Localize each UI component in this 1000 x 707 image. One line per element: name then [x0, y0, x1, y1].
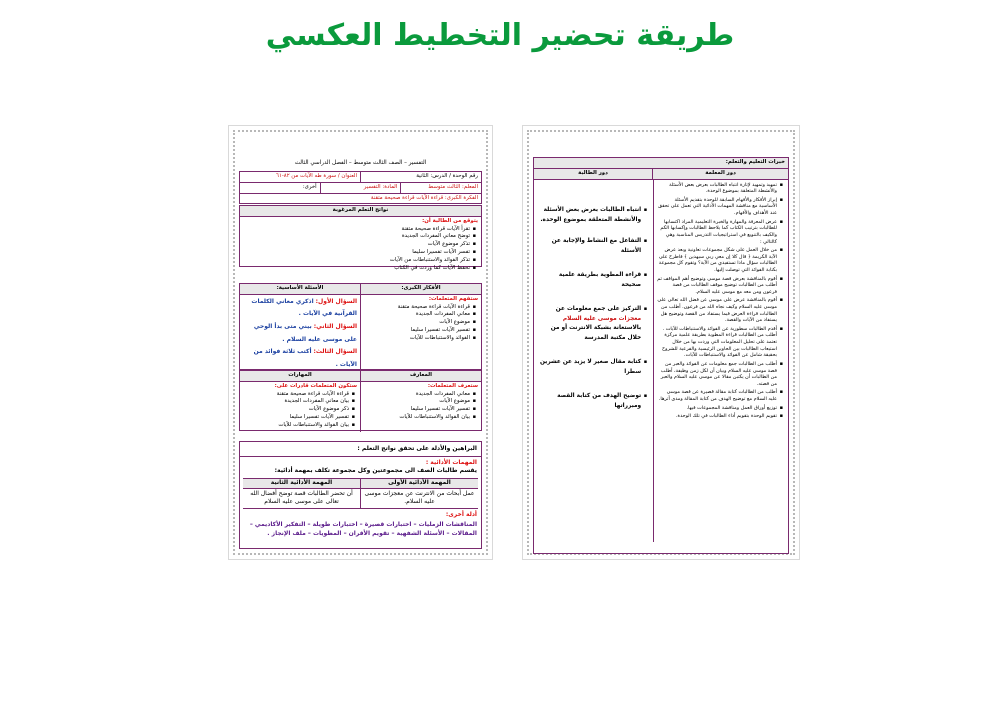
- list-item: ▪ انتباه الطالبات بعرض بعض الأسئلة والأنشطة المتعلقة بموضوع الوحدة.: [538, 206, 641, 226]
- list-item: ▪ تذكر موضوع الآيات: [243, 241, 470, 249]
- expected-list: [243, 226, 478, 273]
- topic-cell: العنوان / سورة طه الآيات من ٨٢-٦١: [276, 173, 357, 179]
- other-cell: أخرى:: [302, 183, 317, 190]
- ideas-questions-table: [239, 283, 482, 370]
- tasks-intro: يقسم طالبات الصف الى مجموعتين وكل مجموعة تكلف بمهمة أدائية:: [274, 467, 477, 475]
- list-item: ▪ تفسير الآيات تفسيرا سليما: [364, 327, 470, 335]
- highlight-text: معجزات موسى عليه السلام: [562, 315, 642, 322]
- question-3: السؤال الثالث: أكتب ثلاثة فوائد من الآيات .: [253, 348, 357, 368]
- document-page-right: [523, 126, 799, 559]
- list-item: ▪ من خلال العمل على شكل مجموعات تعاونية وبعد عرض الآية الكريمة ﴿ قال كلا إن معي ربي سيهدين ﴾ فاطرح على الطالبات سؤال ماذا تستفيدي من الآية؟ وتقوم كل مجموعة بكتابة الفوائد التي توصلت إليها.: [657, 247, 777, 273]
- essential-questions-title: الأسئلة الأساسية:: [240, 284, 360, 295]
- list-item: ▪ قراءة الآيات قراءة صحيحة متقنة: [364, 304, 470, 312]
- experiences-table: [533, 157, 789, 554]
- tasks-label: المهمات الأدائية :: [425, 458, 477, 466]
- essential-questions-column: [240, 284, 360, 371]
- task2-title: المهمة الأدائية الثانية: [243, 479, 360, 489]
- outcomes-title: نواتج التعلم المرغوبة: [240, 206, 481, 216]
- teacher-role-header: دور المعلمة: [652, 169, 788, 179]
- list-item: ▪ عرض المعرفة والمهارة والخبرة التعليمية المراد اكتسابها للطالبات بترتيب الكتاب كما يلاحظ الطالبات وإكسابها الكم والكيف بالتنويع في استراتيجيات التدريس المناسبة وهي كالتالي :: [657, 219, 777, 245]
- big-ideas-title: الأفكار الكبرى:: [361, 284, 481, 295]
- info-table: [239, 171, 482, 204]
- task2-text: أن تحضر الطالبات قصة توضح أفضال الله تعالى على موسى عليه السلام: [250, 489, 353, 506]
- question-1: السؤال الأول: اذكري معاني الكلمات القرآنية في الآيات .: [251, 297, 357, 318]
- list-item: ▪ بيان الفوائد والاستنباطات للآيات: [243, 422, 349, 430]
- other-evidence-text: المناقشات الزمليات – اختبارات قصيرة – اختبارات طويلة – التفكير الأكاديمي – المقالات – الأسئلة الشفهية – تقويم الأقران – المطويات – ملف الإنجاز .: [249, 520, 477, 538]
- list-item: ▪ تقويم الوحدة بتقويم أداء الطالبات في تلك الوحدة.: [657, 413, 777, 420]
- header-line: التفسير – الصف الثالث متوسط – الفصل الدراسي الثالث: [294, 160, 427, 166]
- list-item: ▪ تفسر الآيات تفسيرا سليما: [243, 249, 470, 257]
- list-item: ▪ قراءة المطوية بطريقة علمية صحيحة: [538, 271, 641, 291]
- student-role-column: [534, 180, 653, 542]
- list-item: ▪ بيان معاني المفردات الجديدة: [243, 398, 349, 406]
- task1-title: المهمة الأدائية الأولى: [361, 479, 478, 489]
- students-able: ستكون المتعلمات قادرات على:: [274, 382, 357, 389]
- list-item: ▪ أطلب من الطالبات كتابة مقالة قصيرة عن قصة موسى عليه السلام مع توضيح الهدف من كتابة المقالة ومدى أثرها.: [657, 389, 777, 402]
- list-item: ▪ توضيح الهدف من كتابة القصة ومبرراتها: [538, 392, 641, 412]
- list-item: ▪ قراءة الآيات قراءة صحيحة متقنة: [243, 391, 349, 399]
- evidence-section: [239, 441, 482, 549]
- list-item: ▪ أطلب من الطالبات جمع معلومات عن الفوائد والعبر من قصة موسى عليه السلام وبيان أن لكل زمن وظيفة، أطلب من الطالبات أن يكتبن مقالا عن موسى عليه السلام والعبر من قصته.: [657, 361, 777, 387]
- list-item: ▪ تحفظ الآيات كما وردت في الكتاب: [243, 265, 470, 273]
- list-item: ▪ بيان الفوائد والاستنباطات للآيات: [364, 414, 470, 422]
- list-item: ▪ إبراز الأفكار والأفهام السابقة للوحدة بتقديم الأسئلة الأساسية مع مناقشة المهمات الأدائية التي تعمل على تحقق عند الأهداف والأفهام.: [657, 197, 777, 217]
- knowledge-title: المعارف: [361, 371, 481, 382]
- list-item: ▪ الفوائد والاستنباطات للآيات: [364, 335, 470, 343]
- list-item: ▪ معاني المفردات الجديدة: [364, 391, 470, 399]
- list-item: ▪ موضوع الآيات: [364, 319, 470, 327]
- skills-title: المهارات: [240, 371, 360, 382]
- big-idea-cell: الفكرة الكبرى: قراءة الآيات قراءة صحيحة متقنة: [370, 194, 478, 201]
- list-item: ▪ تقرأ الآيات قراءة صحيحة متقنة: [243, 226, 470, 234]
- list-item: ▪ أقدم الطالبات سطورية عن الفوائد والاستنباطات للآيات . أطلب من الطالبات قراءة المطوية بطريقة علمية مركزة تعتمد على تحليل المعلومات التي وردت بها من خلال استيعاب الطالبات بين الحاوين الرئيسية والفرعية للشروح بحقيقة شامل عن الفوائد والاستنباطات للآيات.: [657, 326, 777, 359]
- list-item: ▪ تذكر الفوائد والاستنباطات من الآيات: [243, 257, 470, 265]
- outcomes-section: [239, 205, 482, 271]
- list-item: ▪ التفاعل مع النشاط والإجابة عن الأسئلة: [538, 237, 641, 257]
- list-item: ▪ التركيز على جمع معلومات عن معجزات موسى عليه السلام بالاستعانة بشبكة الانترنت أو من خلال مكتبة المدرسة: [538, 305, 641, 344]
- list-item: ▪ تفسير الآيات تفسيرا سليما: [243, 414, 349, 422]
- evidence-title: البراهين والأدلة على تحقق نواتج التعلم :: [240, 442, 481, 457]
- page-title: طريقة تحضير التخطيط العكسي: [265, 18, 735, 53]
- students-know: ستعرف المتعلمات:: [427, 382, 478, 389]
- list-item: ▪ تفسير الآيات تفسيرا سليما: [364, 406, 470, 414]
- list-item: ▪ أقوم بالمناقشة بعرض قصة موسى وتوضيح أهم المواقف ثم أطلب من الطالبات توضيح موقف الطالبات من قصة فرعون ومن معه مع موسى عليه السلام.: [657, 276, 777, 296]
- subject-cell: المادة: التفسير: [320, 183, 401, 193]
- list-item: ▪ توزيع أوراق العمل ومناقشة المجموعات فيها.: [657, 405, 777, 412]
- expected-title: يتوقع من الطالبة أن:: [422, 217, 478, 224]
- unit-cell: رقم الوحدة / الدرس: الثانية: [360, 172, 481, 182]
- knowledge-column: [360, 371, 481, 432]
- list-item: ▪ ذكر موضوع الآيات: [243, 406, 349, 414]
- teacher-role-column: [653, 180, 788, 542]
- task1-text: عمل أبحاث من الانترنت عن معجزات موسى عليه السلام.: [364, 489, 475, 506]
- knowledge-skills-table: [239, 370, 482, 431]
- list-item: ▪ موضوع الآيات: [364, 398, 470, 406]
- other-evidence-label: أدلة أخرى:: [445, 511, 477, 519]
- question-2: السؤال الثاني: بيني متى بدأ الوحي على موسى عليه السلام .: [253, 323, 357, 343]
- list-item: ▪ كتابة مقال صغير لا يزيد عن عشرين سطرا: [538, 358, 641, 378]
- list-item: ▪ أقوم بالمناقشة عرض على موسى عن فضل الله تعالى على موسى عليه السلام وكيف نجاه الله من فرعون. أطلب من الطالبات قراءة العرض فيما يستفاد من القصة وتوضيح هل يستفاد من الآيات والقصة.: [657, 297, 777, 323]
- big-ideas-column: [360, 284, 481, 371]
- experiences-title: خبرات التعليم والتعلم:: [534, 158, 788, 168]
- students-understand: ستفهم المتعلمات:: [428, 295, 478, 302]
- skills-column: [240, 371, 360, 432]
- list-item: ▪ معاني المفردات الجديدة: [364, 311, 470, 319]
- document-page-left: [229, 126, 492, 559]
- grade-cell: المعلم: الثالث متوسط: [400, 183, 481, 193]
- list-item: ▪ تمهيد وتمهيد لإثارة انتباه الطالبات بعرض بعض الأسئلة والأنشطة المتعلقة بموضوع الوحدة.: [657, 182, 777, 195]
- student-role-header: دور الطالبة: [534, 169, 652, 179]
- list-item: ▪ توضح معاني المفردات الجديدة: [243, 233, 470, 241]
